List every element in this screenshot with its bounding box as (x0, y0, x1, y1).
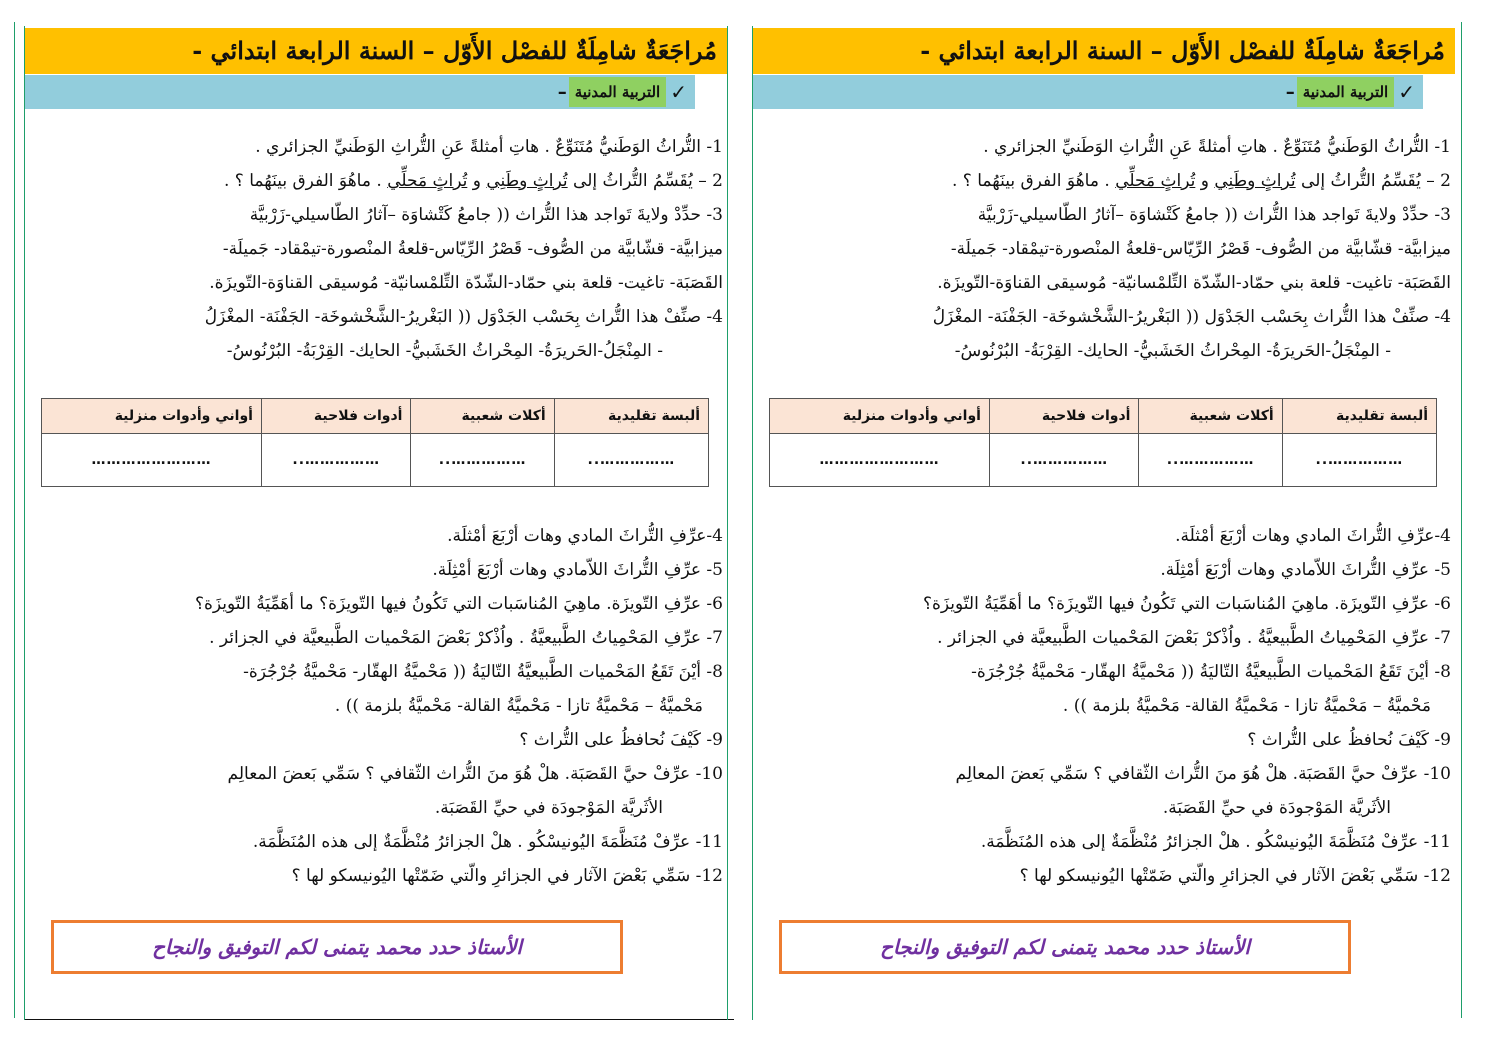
table-row (770, 434, 1437, 487)
question-4b: 4-عرِّفِ التُّراثَ المادي وهات أرْبَعَ أمْثلَة. (1175, 526, 1451, 546)
question-3-line-2: ميزابيَّة- قشّابيَّة من الصُّوف- قَصْرُ الرِّيّاس-قلعةُ المنْصورة-تيمْقاد- جَميلَة- (950, 239, 1451, 259)
table-header: ألبسة تقليدية (1282, 399, 1436, 434)
question-5: 5- عرِّفِ التُّراثَ اللاّمادي وهات أرْبَعَ أمْثِلَة. (432, 560, 723, 580)
table-header: ألبسة تقليدية (554, 399, 708, 434)
checkmark-icon: ✓ (1398, 80, 1415, 104)
question-1: 1- التُّراثُ الوَطَنيُّ مُتَنَوِّعٌ . هاتِ أمثلةً عَنِ التُّراثِ الوَطَنيِّ الجزائري . (255, 137, 723, 157)
table-header-row (770, 399, 1437, 434)
teacher-message: الأستاذ حدد محمد يتمنى لكم التوفيق والنجاح (779, 920, 1351, 974)
question-7: 7- عرِّفِ المَحْمِياتُ الطَّبيعيَّةُ . واُذْكرْ بَعْضَ المَحْميات الطَّبيعيَّة في الجزائر . (209, 628, 723, 648)
table-header: أدوات فلاحية (989, 399, 1138, 434)
subject-dash: – (1285, 81, 1295, 103)
question-10: 10- عرِّفْ حيَّ القَصَبَة. هلْ هُوَ منَ التُّراث الثّقافي ؟ سَمِّي بَعضَ المعالِم (227, 764, 723, 784)
table-cell-blank: …………….. (554, 434, 708, 487)
question-3-line-2: ميزابيَّة- قشّابيَّة من الصُّوف- قَصْرُ الرِّيّاس-قلعةُ المنْصورة-تيمْقاد- جَميلَة- (222, 239, 723, 259)
teacher-message: الأستاذ حدد محمد يتمنى لكم التوفيق والنجاح (51, 920, 623, 974)
question-8-line-2: مَحْميَّةُ – مَحْميَّةُ تازا - مَحْميَّةُ القالة- مَحْميَّةُ بلزمة )) . (1062, 696, 1431, 716)
subject-label: التربية المدنية (1297, 77, 1395, 107)
question-10-line-2: الأثَريَّة المَوْجودَة في حيِّ القَصَبَة. (434, 798, 663, 818)
question-4: 4- صنِّفْ هذا التُّراث بِحَسْب الجَدْوَل (( البَغْريرُ-الشَّخْشوخَة- الجَفْنَة- المغْزَلُ (204, 307, 723, 327)
checkmark-icon: ✓ (670, 80, 687, 104)
question-7: 7- عرِّفِ المَحْمِياتُ الطَّبيعيَّةُ . واُذْكرْ بَعْضَ المَحْميات الطَّبيعيَّة في الجزائر . (937, 628, 1451, 648)
question-10-line-2: الأثَريَّة المَوْجودَة في حيِّ القَصَبَة. (1162, 798, 1391, 818)
question-8-line-2: مَحْميَّةُ – مَحْميَّةُ تازا - مَحْميَّةُ القالة- مَحْميَّةُ بلزمة )) . (334, 696, 703, 716)
question-12: 12- سَمِّي بَعْضَ الآثار في الجزائرِ والّتي ضَمّتْها اليُونيسكو لها ؟ (291, 866, 723, 886)
question-2: 2 – يُقَسِّمُ التُّراثُ إلى تُراثٍ وطَنِي و تُراثٍ مَحلِّي . ماهُوَ الفرق بينَهُما ؟ . (223, 171, 723, 191)
question-8: 8- أيْنَ تَقَعُ المَحْميات الطَّبيعيَّةُ التّاليَةُ (( مَحْميَّةُ الهقّار- مَحْميَّةُ جُرْجُرَة- (243, 662, 723, 682)
subject-dash: – (557, 81, 567, 103)
questions-part-b (771, 519, 1451, 893)
table-cell-blank: …………………… (42, 434, 262, 487)
question-6: 6- عرِّفِ التّويزَة. ماهِيَ المُناسَبات التي تَكُونُ فيها التّويزَة؟ ما أهَمِّيَةُ التّويزَة؟ (194, 594, 723, 614)
worksheet-left (24, 26, 728, 1020)
question-9: 9- كَيْفَ نُحافظُ على التُّراث ؟ (1247, 730, 1451, 750)
question-4: 4- صنِّفْ هذا التُّراث بِحَسْب الجَدْوَل (( البَغْريرُ-الشَّخْشوخَة- الجَفْنَة- المغْزَلُ (932, 307, 1451, 327)
worksheet-title: مُراجَعَةٌ شامِلَةٌ للفصْل الأَوّل – السنة الرابعة ابتدائي - (753, 28, 1455, 74)
question-11: 11- عرِّفْ مُنَظَّمَةَ اليُونيسْكُو . هلْ الجزائرُ مُنْظَّمَةٌ إلى هذه المُنَظَّمَة. (980, 832, 1451, 852)
questions-part-b (43, 519, 723, 893)
question-5: 5- عرِّفِ التُّراثَ اللاّمادي وهات أرْبَعَ أمْثِلَة. (1160, 560, 1451, 580)
table-header: أكلات شعبية (1139, 399, 1282, 434)
question-12: 12- سَمِّي بَعْضَ الآثار في الجزائرِ والّتي ضَمّتْها اليُونيسكو لها ؟ (1019, 866, 1451, 886)
table-cell-blank: …………….. (261, 434, 410, 487)
question-2: 2 – يُقَسِّمُ التُّراثُ إلى تُراثٍ وطَنِي و تُراثٍ مَحلِّي . ماهُوَ الفرق بينَهُما ؟ . (951, 171, 1451, 191)
questions-part-a (771, 130, 1451, 368)
table-row (42, 434, 709, 487)
question-3-line-3: القَصَبَة- تاغيت- قلعة بني حمّاد-الشّدّة التِّلمْسانيّة- مُوسيقى القناوَة-التّويزَة. (209, 273, 723, 293)
table-header: أواني وأدوات منزلية (770, 399, 990, 434)
table-cell-blank: …………….. (411, 434, 554, 487)
question-11: 11- عرِّفْ مُنَظَّمَةَ اليُونيسْكُو . هلْ الجزائرُ مُنْظَّمَةٌ إلى هذه المُنَظَّمَة. (252, 832, 723, 852)
classification-table (41, 398, 709, 487)
question-3-line-3: القَصَبَة- تاغيت- قلعة بني حمّاد-الشّدّة التِّلمْسانيّة- مُوسيقى القناوَة-التّويزَة. (937, 273, 1451, 293)
table-cell-blank: …………….. (1139, 434, 1282, 487)
question-4b: 4-عرِّفِ التُّراثَ المادي وهات أرْبَعَ أمْثلَة. (447, 526, 723, 546)
classification-table (769, 398, 1437, 487)
subject-bar (753, 75, 1423, 109)
question-3: 3- حدِّدْ ولايةَ تَواجد هذا التُّراث (( جامعُ كَتْشاوَة –آثارُ الطّاسيلي-زَرْبيَّة (249, 205, 723, 225)
question-10: 10- عرِّفْ حيَّ القَصَبَة. هلْ هُوَ منَ التُّراث الثّقافي ؟ سَمِّي بَعضَ المعالِم (955, 764, 1451, 784)
question-9: 9- كَيْفَ نُحافظُ على التُّراث ؟ (519, 730, 723, 750)
question-8: 8- أيْنَ تَقَعُ المَحْميات الطَّبيعيَّةُ التّاليَةُ (( مَحْميَّةُ الهقّار- مَحْميَّةُ جُرْجُرَة- (971, 662, 1451, 682)
table-cell-blank: …………….. (989, 434, 1138, 487)
table-header: أدوات فلاحية (261, 399, 410, 434)
question-3: 3- حدِّدْ ولايةَ تَواجد هذا التُّراث (( جامعُ كَتْشاوَة –آثارُ الطّاسيلي-زَرْبيَّة (977, 205, 1451, 225)
questions-part-a (43, 130, 723, 368)
question-4-line-2: - المِنْجَلُ-الحَريرَةُ- المِحْراثُ الخَشَبيُّ- الحايك- القِرْبَةُ- البُرْنُوسُ- (226, 341, 663, 361)
table-header: أكلات شعبية (411, 399, 554, 434)
worksheet-title: مُراجَعَةٌ شامِلَةٌ للفصْل الأَوّل – السنة الرابعة ابتدائي - (25, 28, 727, 74)
table-cell-blank: …………………… (770, 434, 990, 487)
question-1: 1- التُّراثُ الوَطَنيُّ مُتَنَوِّعٌ . هاتِ أمثلةً عَنِ التُّراثِ الوَطَنيِّ الجزائري . (983, 137, 1451, 157)
worksheet-right (752, 26, 1456, 1020)
table-header-row (42, 399, 709, 434)
table-cell-blank: …………….. (1282, 434, 1436, 487)
subject-label: التربية المدنية (569, 77, 667, 107)
table-header: أواني وأدوات منزلية (42, 399, 262, 434)
subject-bar (25, 75, 695, 109)
question-6: 6- عرِّفِ التّويزَة. ماهِيَ المُناسَبات التي تَكُونُ فيها التّويزَة؟ ما أهَمِّيَةُ التّويزَة؟ (922, 594, 1451, 614)
question-4-line-2: - المِنْجَلُ-الحَريرَةُ- المِحْراثُ الخَشَبيُّ- الحايك- القِرْبَةُ- البُرْنُوسُ- (954, 341, 1391, 361)
